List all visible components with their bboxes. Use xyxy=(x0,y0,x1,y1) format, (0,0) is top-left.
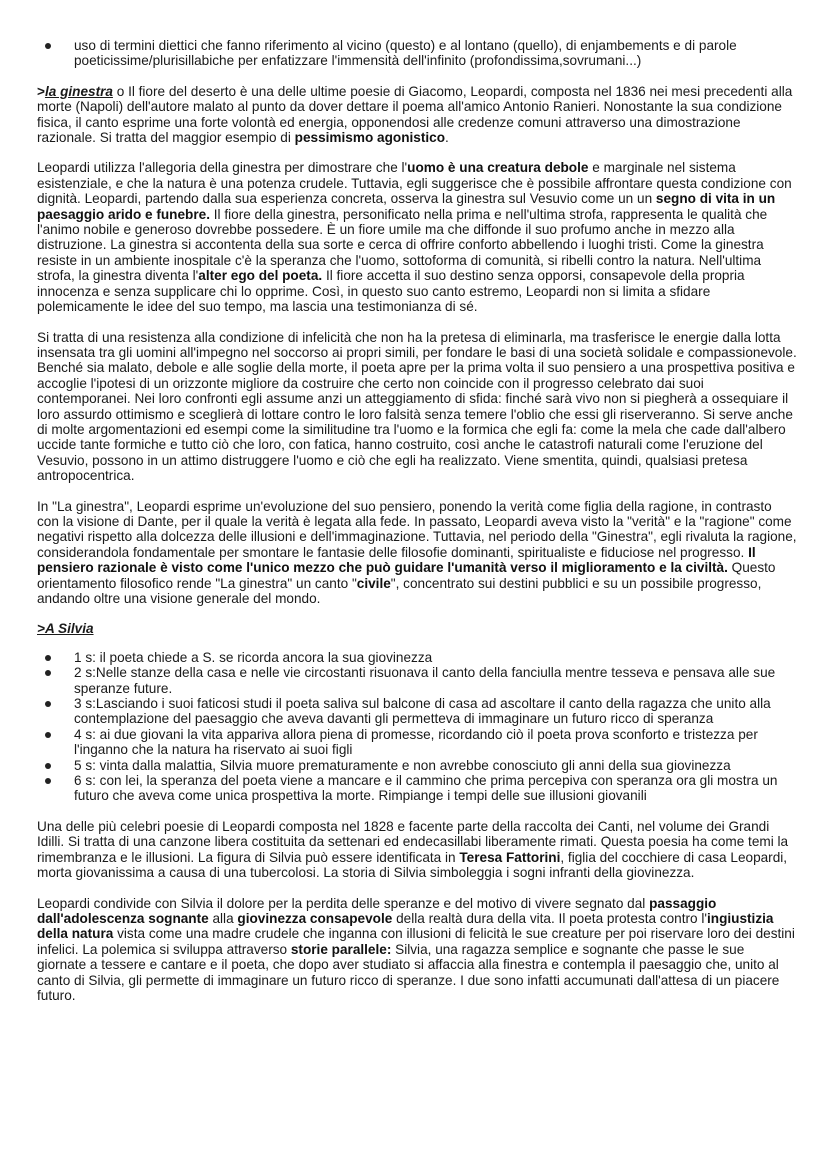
section-title-ginestra: la ginestra xyxy=(44,83,113,99)
bold-text: Il pensiero razionale è visto come l'unico mezzo che può guidare l'umanità verso il miglioramento e la civiltà. xyxy=(37,544,756,576)
text-run: vista come una madre crudele che inganna con illusioni di felicità le sue creature per poi riservare loro dei destini infelici. La polemica si sviluppa attraverso xyxy=(37,926,795,957)
section-title-silvia: >A Silvia xyxy=(37,621,94,637)
list-item: 5 s: vinta dalla malattia, Silvia muore prematuramente e non avrebbe conosciuto gli anni della sua giovinezza xyxy=(74,758,797,773)
text-run: Si tratta di una resistenza alla condizione di infelicità che non ha la pretesa di eliminarla, ma trasferisce le energie dalla lotta insensata tra gli uomini all'impegno nel soccorso ai propri simili, per fondare le basi di una società solidale e compassionevole. Benché sia malato, debole e alle soglie della morte, il poeta apre per la prima volta il suo pensiero a una prospettiva positiva e accoglie l'ipotesi di un orizzonte migliore da costruire che certo non coincide con il progresso celebrato dai suoi contemporanei. Nei loro confronti egli assume anzi un atteggiamento di sfida: finché sarà vivo non si piegherà a ossequiare il loro assurdo ottimismo e sceglierà di lottare contro le loro falsità senza temere l'oblio che essi gli riserveranno. Si serve anche di molte argomentazioni ed esempi come la similitudine tra l'uomo e la formica che egli fa: come la mela che cade dall'albero uccide tante formiche e tutto ciò che loro, con fatica, hanno costruito, così anche le catastrofi naturali come l'eruzione del Vesuvio, possono in un attimo distruggere l'uomo e ciò che egli ha realizzato. Viene smentita, quindi, qualsiasi pretesa antropocentrica. xyxy=(37,329,797,484)
bold-text: segno di vita in un paesaggio arido e funebre. xyxy=(37,191,776,222)
list-item: uso di termini diettici che fanno riferimento al vicino (questo) e al lontano (quello), di enjambements e di parole poeticissime/plurisillabiche per enfatizzare l'immensità dell'infinito (profondissima,sovrumani...) xyxy=(74,38,797,69)
bold-text: giovinezza consapevole xyxy=(237,910,393,926)
text-run: Leopardi utilizza l'allegoria della ginestra per dimostrare che l' xyxy=(37,160,408,176)
bold-text: alter ego del poeta. xyxy=(198,268,323,284)
text-run: Il fiore accetta il suo destino senza opporsi, consapevole della propria innocenza e senza supplicare chi lo opprime. Così, in questo suo canto estremo, Leopardi non si limita a sfidare polemicamente le idee del suo tempo, ma lascia una testimonianza di sé. xyxy=(37,268,745,315)
document-page xyxy=(37,38,797,1003)
silvia-strophe-list xyxy=(37,650,797,804)
text-run: Leopardi condivide con Silvia il dolore per la perdita delle speranze e del motivo di vivere segnato dal xyxy=(37,895,650,911)
intro-bullet-list xyxy=(37,38,797,69)
text-run: alla xyxy=(208,910,238,926)
list-item: 4 s: ai due giovani la vita appariva allora piena di promesse, ricordando ciò il poeta prova sconforto e tristezza per l'inganno che la natura ha riservato ai suoi figli xyxy=(74,727,797,758)
text-run: Una delle più celebri poesie di Leopardi composta nel 1828 e facente parte della raccolta dei Canti, nel volume dei Grandi Idilli. Si tratta di una canzone libera costituita da settenari ed endecasillabi liberamente rimati. Questa poesia ha come temi la rimembranza e le illusioni. La figura di Silvia può essere identificata in xyxy=(37,818,789,865)
text-run: ", concentrato sui destini pubblici e su un possibile progresso, andando oltre una visione generale del mondo. xyxy=(37,575,762,606)
list-item: 2 s:Nelle stanze della casa e nelle vie circostanti risuonava il canto della fanciulla mentre tesseva e pensava alle sue speranze future. xyxy=(74,665,797,696)
ginestra-paragraph xyxy=(37,160,797,314)
text-run: , figlia del cocchiere di casa Leopardi, morta giovanissima a causa di una tubercolosi. La storia di Silvia simboleggia i sogni infranti della giovinezza. xyxy=(37,849,788,881)
ginestra-paragraph xyxy=(37,330,797,484)
silvia-paragraph xyxy=(37,819,797,881)
text-run: . xyxy=(445,130,449,146)
bold-text: uomo è una creatura debole xyxy=(407,160,589,176)
text-run: In "La ginestra", Leopardi esprime un'evoluzione del suo pensiero, ponendo la verità come figlia della ragione, in contrasto con la visione di Dante, per il quale la verità è legata alla fede. In passato, Leopardi aveva visto la "verità" e la "ragione" come negativi rispetto alla dolcezza delle illusioni e dell'immaginazione. Tuttavia, nel periodo della "Ginestra", egli rivaluta la ragione, considerandola fondamentale per smontare le fantasie delle filosofie dominanti, spiritualiste e fiduciose nel progresso. xyxy=(37,498,797,560)
silvia-paragraph xyxy=(37,896,797,1004)
text-run: e marginale nel sistema esistenziale, e che la natura è una potenza crudele. Tuttavia, egli suggerisce che è possibile affrontare questa condizione con dignità. Leopardi, partendo dalla sua esperienza concreta, osserva la ginestra sul Vesuvio come un un xyxy=(37,160,792,207)
text-run: Il fiore della ginestra, personificato nella prima e nell'ultima strofa, rappresenta le qualità che l'animo nobile e generoso dovrebbe possedere. È un fiore umile ma che diffonde il suo profumo anche in mezzo alla distruzione. La ginestra si accontenta della sua sorte e cerca di offrire conforto abbellendo i luoghi tristi. Come la ginestra resiste in un ambiente inospitale c'è la speranza che l'uomo, sottoforma di comunità, si ribelli contro la natura. Nell'ultima strofa, la ginestra diventa l' xyxy=(37,206,768,284)
bold-text: storie parallele: xyxy=(290,941,392,957)
heading-marker: > xyxy=(37,83,45,99)
bold-text: pessimismo agonistico xyxy=(294,130,445,146)
list-item: 3 s:Lasciando i suoi faticosi studi il poeta saliva sul balcone di casa ad ascoltare il canto della ragazza che unito alla contemplazione del paesaggio che aveva davanti gli permetteva di immaginare un futuro ricco di speranza xyxy=(74,696,797,727)
ginestra-paragraph xyxy=(37,499,797,607)
bold-text: civile xyxy=(356,575,391,591)
text-run: o Il fiore del deserto è una delle ultime poesie di Giacomo, Leopardi, composta nel 1836 nei mesi precedenti alla morte (Napoli) dell'autore malato al punto da dover dettare il poema all'amico Antonio Ranieri. Nonostante la sua condizione fisica, il canto esprime una forte volontà ed energia, opponendosi alle credenze comuni attraverso una dimostrazione razionale. Si tratta del maggior esempio di xyxy=(37,83,793,146)
text-run: Questo orientamento filosofico rende "La ginestra" un canto " xyxy=(37,560,776,591)
bold-text: Teresa Fattorini xyxy=(459,849,561,865)
bold-text: ingiustizia della natura xyxy=(37,910,774,942)
list-item: 6 s: con lei, la speranza del poeta viene a mancare e il cammino che prima percepiva con speranza ora gli mostra un futuro che aveva come unica prospettiva la morte. Rimpiange i tempi delle sue illusioni giovanili xyxy=(74,773,797,804)
text-run: Silvia, una ragazza semplice e sognante che passe le sue giornate a tessere e cantare e il poeta, che dopo aver studiato si affaccia alla finestra e contempla il paesaggio che, unito al canto di Silvia, gli permette di immaginare un futuro ricco di speranze. I due sono infatti accumunati dall'attesa di un piacere futuro. xyxy=(37,941,780,1003)
bold-text: passaggio dall'adolescenza sognante xyxy=(37,895,717,926)
ginestra-paragraph xyxy=(37,84,797,146)
text-run: della realtà dura della vita. Il poeta protesta contro l' xyxy=(392,910,707,926)
list-item: 1 s: il poeta chiede a S. se ricorda ancora la sua giovinezza xyxy=(74,650,797,665)
